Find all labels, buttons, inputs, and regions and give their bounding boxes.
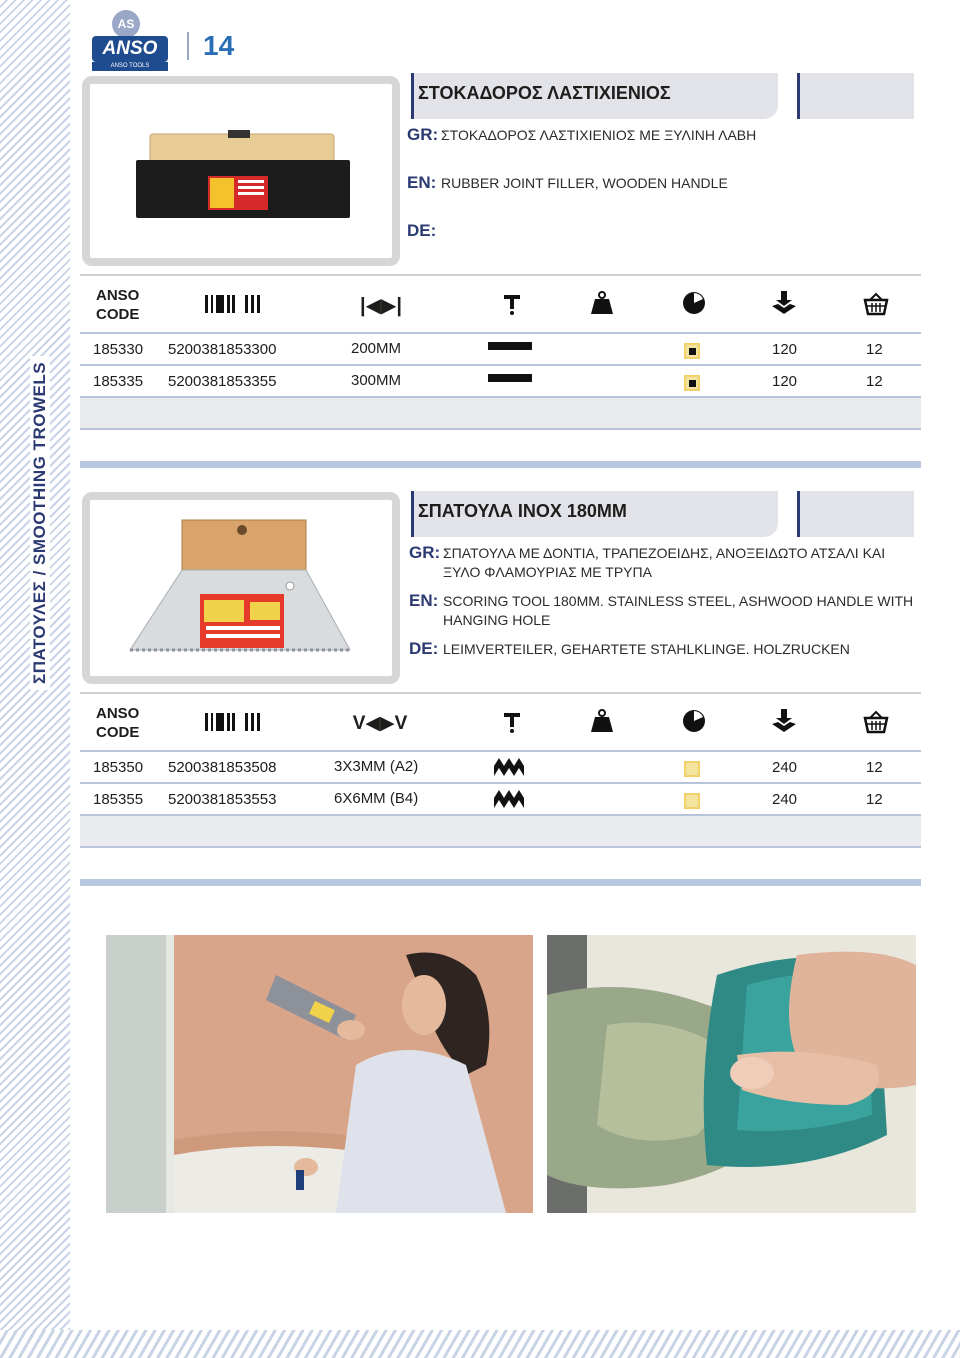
availability-marker <box>684 343 700 359</box>
code-label-line1: ANSO <box>96 705 140 722</box>
product-side-box <box>797 73 914 119</box>
row-box-qty: 240 <box>772 759 798 776</box>
availability-marker <box>684 761 700 777</box>
size-icon: |◀▶| <box>360 295 402 317</box>
blade-type-icon <box>488 342 532 350</box>
empty-row-band <box>80 398 921 428</box>
row-rule <box>80 364 921 366</box>
en-label: EN: <box>407 173 437 192</box>
anso-code-header <box>96 286 139 324</box>
row-size: 3X3MM (A2) <box>334 758 419 775</box>
availability-marker <box>684 793 700 809</box>
product-title: ΣΠΑΤΟΥΛΑ INOX 180MM <box>418 501 627 521</box>
en-description <box>409 591 919 630</box>
row-rule <box>80 846 921 848</box>
barcode-icon <box>205 293 245 321</box>
row-code: 185350 <box>93 759 144 776</box>
gr-text: ΣΠΑΤΟΥΛΑ ΜΕ ΔΟΝΤΙΑ, ΤΡΑΠΕΖΟΕΙΔΗΣ, ΑΝΟΞΕΙΔΩΤΟ ΑΤΣΑΛΙ ΚΑΙ ΞΥΛΟ ΦΛΑΜΟΥΡΙΑΣ ΜΕ ΤΡΥΠΑ <box>443 545 886 580</box>
pack-icon <box>674 290 714 322</box>
product-image-frame <box>82 492 400 684</box>
empty-row-band <box>80 816 921 846</box>
table-top-rule <box>80 274 921 276</box>
notch-type-icon <box>494 790 524 808</box>
de-description <box>409 639 919 659</box>
box-icon <box>764 290 804 322</box>
product-title-bar <box>411 491 778 537</box>
weight-icon <box>582 290 622 322</box>
weight-icon <box>582 708 622 740</box>
de-description <box>407 221 917 241</box>
row-ean: 5200381853355 <box>168 373 277 390</box>
row-size: 6X6MM (B4) <box>334 790 419 807</box>
code-label-line2: CODE <box>96 724 140 741</box>
row-ean: 5200381853300 <box>168 341 277 358</box>
bottom-hatch-strip <box>0 1330 960 1358</box>
de-label: DE: <box>409 639 439 658</box>
logo-mark: AS <box>112 10 140 38</box>
type-icon <box>492 292 532 322</box>
row-ean: 5200381853508 <box>168 759 277 776</box>
box-icon <box>764 708 804 740</box>
row-code: 185335 <box>93 373 144 390</box>
table-top-rule <box>80 692 921 694</box>
gr-label: GR: <box>407 125 439 144</box>
page-number: 14 <box>203 30 235 61</box>
header-rule <box>80 750 921 752</box>
row-size: 200MM <box>351 340 402 357</box>
logo-subtext: ANSO TOOLS <box>92 62 168 71</box>
en-description <box>407 173 917 193</box>
row-basket-qty: 12 <box>866 373 883 390</box>
row-size: 300MM <box>351 372 402 389</box>
basket-icon <box>856 292 896 322</box>
photo-grout-float <box>547 935 916 1213</box>
de-label: DE: <box>407 221 437 240</box>
code-label-line1: ANSO <box>96 287 140 304</box>
barcode-icon <box>205 711 245 739</box>
notch-type-icon <box>494 758 524 776</box>
rubber-trowel-image <box>90 84 392 258</box>
row-code: 185330 <box>93 341 144 358</box>
gr-description <box>409 543 919 582</box>
page-number-divider <box>187 32 189 60</box>
section-title-text: ΣΠΑΤΟΥΛΕΣ / SMOOTHING TROWELS <box>30 356 50 690</box>
row-code: 185355 <box>93 791 144 808</box>
product-title: ΣΤΟΚΑΔΟΡΟΣ ΛΑΣΤΙΧΙΕΝΙΟΣ <box>418 83 671 103</box>
gr-text: ΣΤΟΚΑΔΟΡΟΣ ΛΑΣΤΙΧΙΕΝΙΟΣ ΜΕ ΞΥΛΙΝΗ ΛΑΒΗ <box>441 127 757 143</box>
en-label: EN: <box>409 591 439 610</box>
code-label-line2: CODE <box>96 306 140 323</box>
row-basket-qty: 12 <box>866 791 883 808</box>
row-basket-qty: 12 <box>866 341 883 358</box>
de-text: LEIMVERTEILER, GEHARTETE STAHLKLINGE. HOLZRUCKEN <box>443 641 850 657</box>
anso-code-header <box>96 704 139 742</box>
product-title-bar <box>411 73 778 119</box>
row-box-qty: 240 <box>772 791 798 808</box>
section-divider <box>80 461 921 468</box>
anso-logo <box>92 10 168 70</box>
row-box-qty: 120 <box>772 373 798 390</box>
gr-label: GR: <box>409 543 441 562</box>
gr-description <box>407 125 917 145</box>
notch-size-icon: V◀▶V <box>352 713 408 734</box>
pack-icon <box>674 708 714 740</box>
en-text: RUBBER JOINT FILLER, WOODEN HANDLE <box>441 175 728 191</box>
row-rule <box>80 428 921 430</box>
row-basket-qty: 12 <box>866 759 883 776</box>
notched-trowel-image <box>90 500 392 676</box>
type-icon <box>492 710 532 740</box>
availability-marker <box>684 375 700 391</box>
row-rule <box>80 782 921 784</box>
section-divider <box>80 879 921 886</box>
header-rule <box>80 332 921 334</box>
product-side-box <box>797 491 914 537</box>
basket-icon <box>856 710 896 740</box>
row-ean: 5200381853553 <box>168 791 277 808</box>
logo-text: ANSO <box>92 36 168 62</box>
row-box-qty: 120 <box>772 341 798 358</box>
photo-applying-plaster <box>106 935 533 1213</box>
product-image-frame <box>82 76 400 266</box>
blade-type-icon <box>488 374 532 382</box>
en-text: SCORING TOOL 180MM. STAINLESS STEEL, ASHWOOD HANDLE WITH HANGING HOLE <box>443 593 914 628</box>
